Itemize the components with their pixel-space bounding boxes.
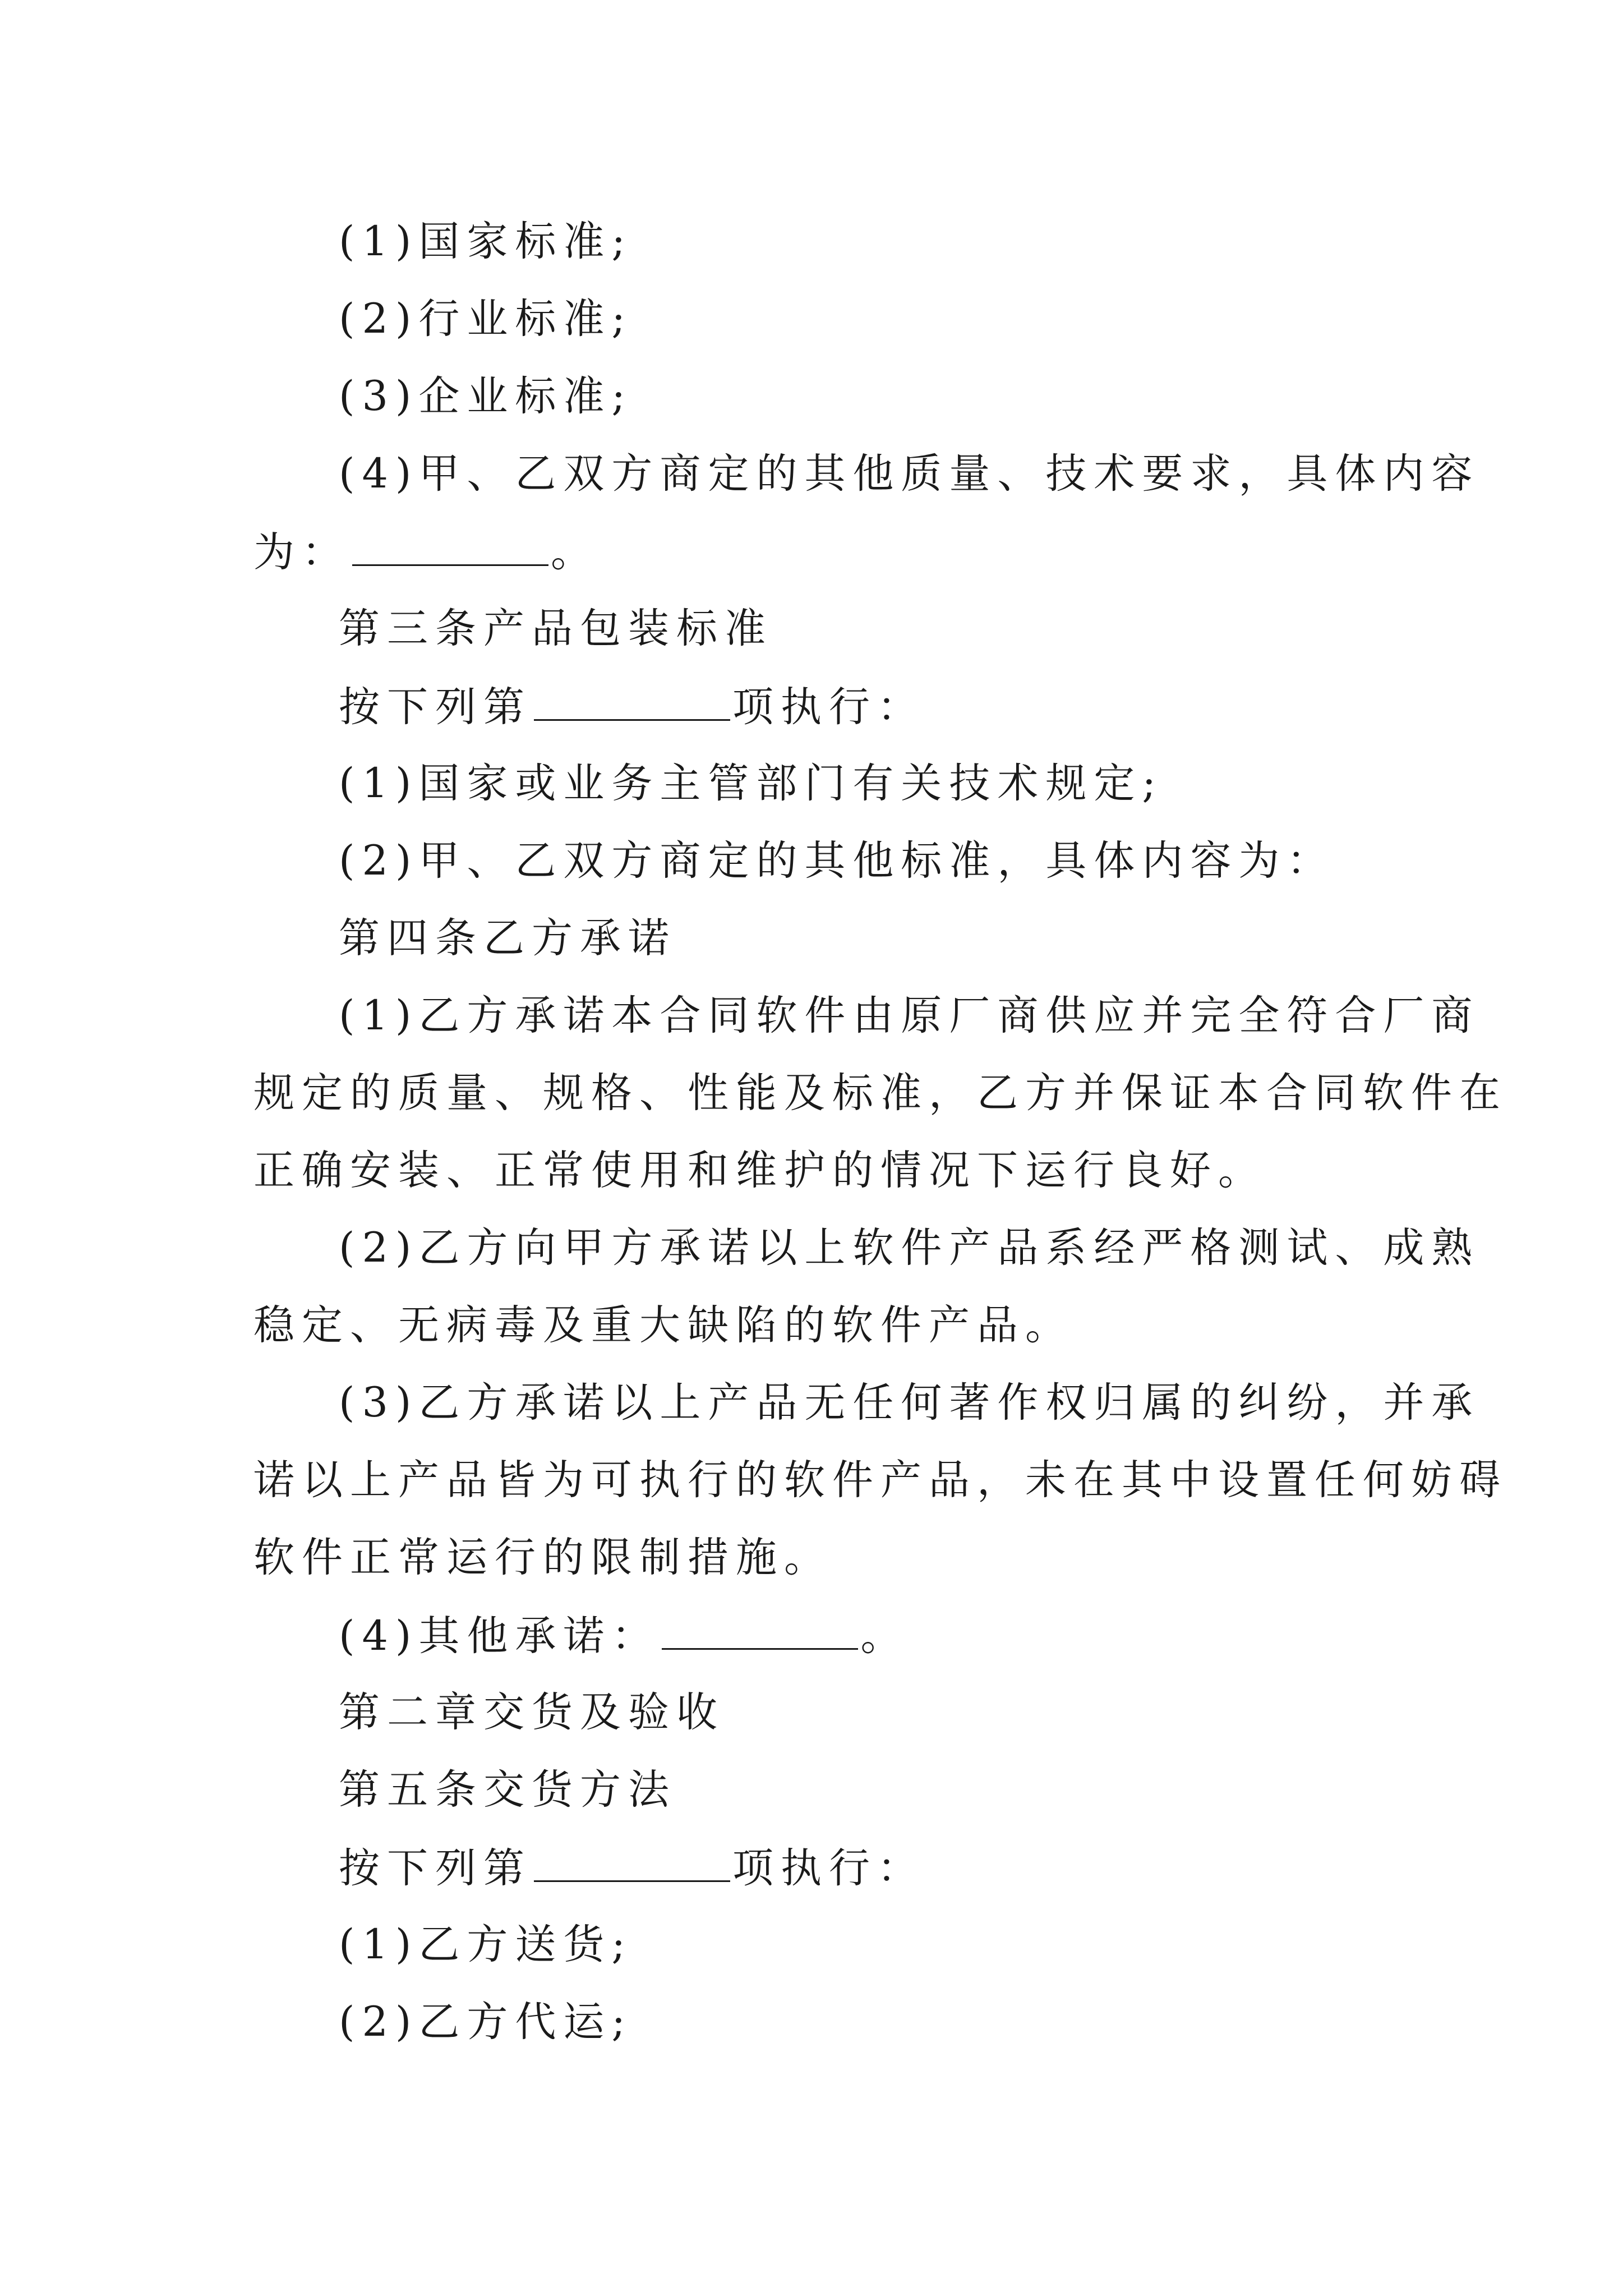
fill-in-blank[interactable] [662,1614,858,1650]
article-3-title: 第三条产品包装标准 [339,605,773,652]
paragraph-other-requirements-line1: (4)甲、乙双方商定的其他质量、技术要求，具体内容 [339,450,1480,498]
article-4-option-1-line3: 正确安装、正常使用和维护的情况下运行良好。 [253,1147,1266,1194]
article-3-option-1: (1)国家或业务主管部门有关技术规定; [339,760,1163,807]
paragraph-enterprise-standard: (3)企业标准; [339,372,633,420]
article-4-option-3-line3: 软件正常运行的限制措施。 [253,1534,832,1581]
paragraph-national-standard: (1)国家标准; [339,218,633,265]
paragraph-other-requirements-line2: 为： 。 [253,528,599,576]
article-5-option-2: (2)乙方代运; [339,1998,633,2046]
article-4-option-1-line1: (1)乙方承诺本合同软件由原厂商供应并完全符合厂商 [339,992,1480,1039]
article-4-title: 第四条乙方承诺 [339,914,676,962]
article-4-option-3-line1: (3)乙方承诺以上产品无任何著作权归属的纠纷，并承 [339,1379,1480,1427]
article-5-title: 第五条交货方法 [339,1766,676,1814]
article-4-option-4: (4)其他承诺： 。 [339,1612,909,1660]
article-5-execute-line: 按下列第 项执行： [339,1844,925,1892]
article-3-execute-line: 按下列第 项执行： [339,683,925,731]
chapter-2-title: 第二章交货及验收 [339,1688,725,1736]
article-4-option-2-line2: 稳定、无病毒及重大缺陷的软件产品。 [253,1301,1073,1349]
article-5-option-1: (1)乙方送货; [339,1921,633,1968]
article-4-option-3-line2: 诺以上产品皆为可执行的软件产品，未在其中设置任何妨碍 [253,1456,1507,1504]
article-4-option-2-line1: (2)乙方向甲方承诺以上软件产品系经严格测试、成熟 [339,1224,1480,1272]
paragraph-industry-standard: (2)行业标准; [339,295,633,343]
fill-in-blank[interactable] [534,1847,730,1882]
fill-in-blank[interactable] [534,685,730,721]
fill-in-blank[interactable] [352,531,548,566]
article-4-option-1-line2: 规定的质量、规格、性能及标准，乙方并保证本合同软件在 [253,1069,1507,1117]
article-3-option-2: (2)甲、乙双方商定的其他标准，具体内容为： [339,837,1335,885]
